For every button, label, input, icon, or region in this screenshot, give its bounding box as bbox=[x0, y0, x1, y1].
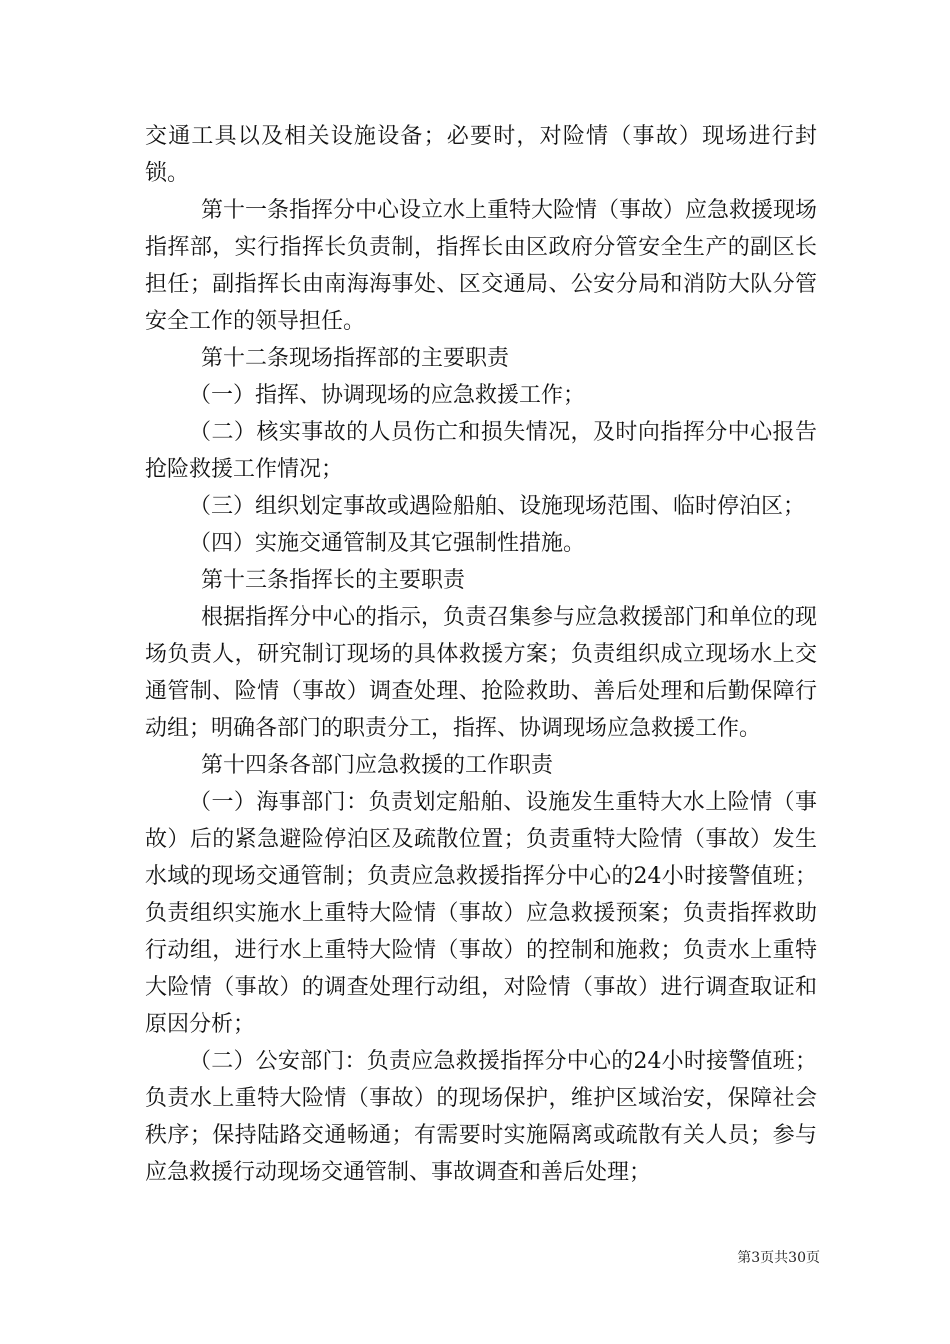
paragraph-article-13-body: 根据指挥分中心的指示，负责召集参与应急救援部门和单位的现场负责人，研究制订现场的具体救援方案；负责组织成立现场水上交通管制、险情（事故）调查处理、抢险救助、善后处理和后勤保障行动组；明确各部门的职责分工，指挥、协调现场应急救援工作。 bbox=[145, 605, 818, 741]
paragraph-article-12-item-1: （一）指挥、协调现场的应急救援工作； bbox=[189, 383, 586, 408]
page-number-footer: 第3页共30页 bbox=[737, 1250, 820, 1266]
paragraph-continuation: 交通工具以及相关设施设备；必要时，对险情（事故）现场进行封锁。 bbox=[145, 124, 817, 186]
paragraph-article-12-heading: 第十二条现场指挥部的主要职责 bbox=[201, 346, 510, 371]
paragraph-article-12-item-2: （二）核实事故的人员伤亡和损失情况，及时向指挥分中心报告抢险救援工作情况； bbox=[145, 420, 817, 482]
paragraph-article-11: 第十一条指挥分中心设立水上重特大险情（事故）应急救援现场指挥部，实行指挥长负责制，指挥长由区政府分管安全生产的副区长担任；副指挥长由南海海事处、区交通局、公安分局和消防大队分管安全工作的领导担任。 bbox=[145, 198, 818, 334]
paragraph-article-13-heading: 第十三条指挥长的主要职责 bbox=[201, 568, 466, 593]
paragraph-article-14-item-1: （一）海事部门：负责划定船舶、设施发生重特大水上险情（事故）后的紧急避险停泊区及疏散位置；负责重特大险情（事故）发生水域的现场交通管制；负责应急救援指挥分中心的24小时接警值班；负责组织实施水上重特大险情（事故）应急救援预案；负责指挥救助行动组，进行水上重特大险情（事故）的控制和施救；负责水上重特大险情（事故）的调查处理行动组，对险情（事故）进行调查取证和原因分析； bbox=[145, 790, 817, 1037]
paragraph-article-12-item-3: （三）组织划定事故或遇险船舶、设施现场范围、临时停泊区； bbox=[189, 494, 806, 519]
paragraph-article-14-heading: 第十四条各部门应急救援的工作职责 bbox=[201, 753, 554, 778]
paragraph-article-14-item-2: （二）公安部门：负责应急救援指挥分中心的24小时接警值班；负责水上重特大险情（事故）的现场保护，维护区域治安，保障社会秩序；保持陆路交通畅通；有需要时实施隔离或疏散有关人员；参与应急救援行动现场交通管制、事故调查和善后处理； bbox=[145, 1049, 817, 1185]
paragraph-article-12-item-4: （四）实施交通管制及其它强制性措施。 bbox=[189, 531, 586, 556]
document-body bbox=[145, 118, 817, 1191]
